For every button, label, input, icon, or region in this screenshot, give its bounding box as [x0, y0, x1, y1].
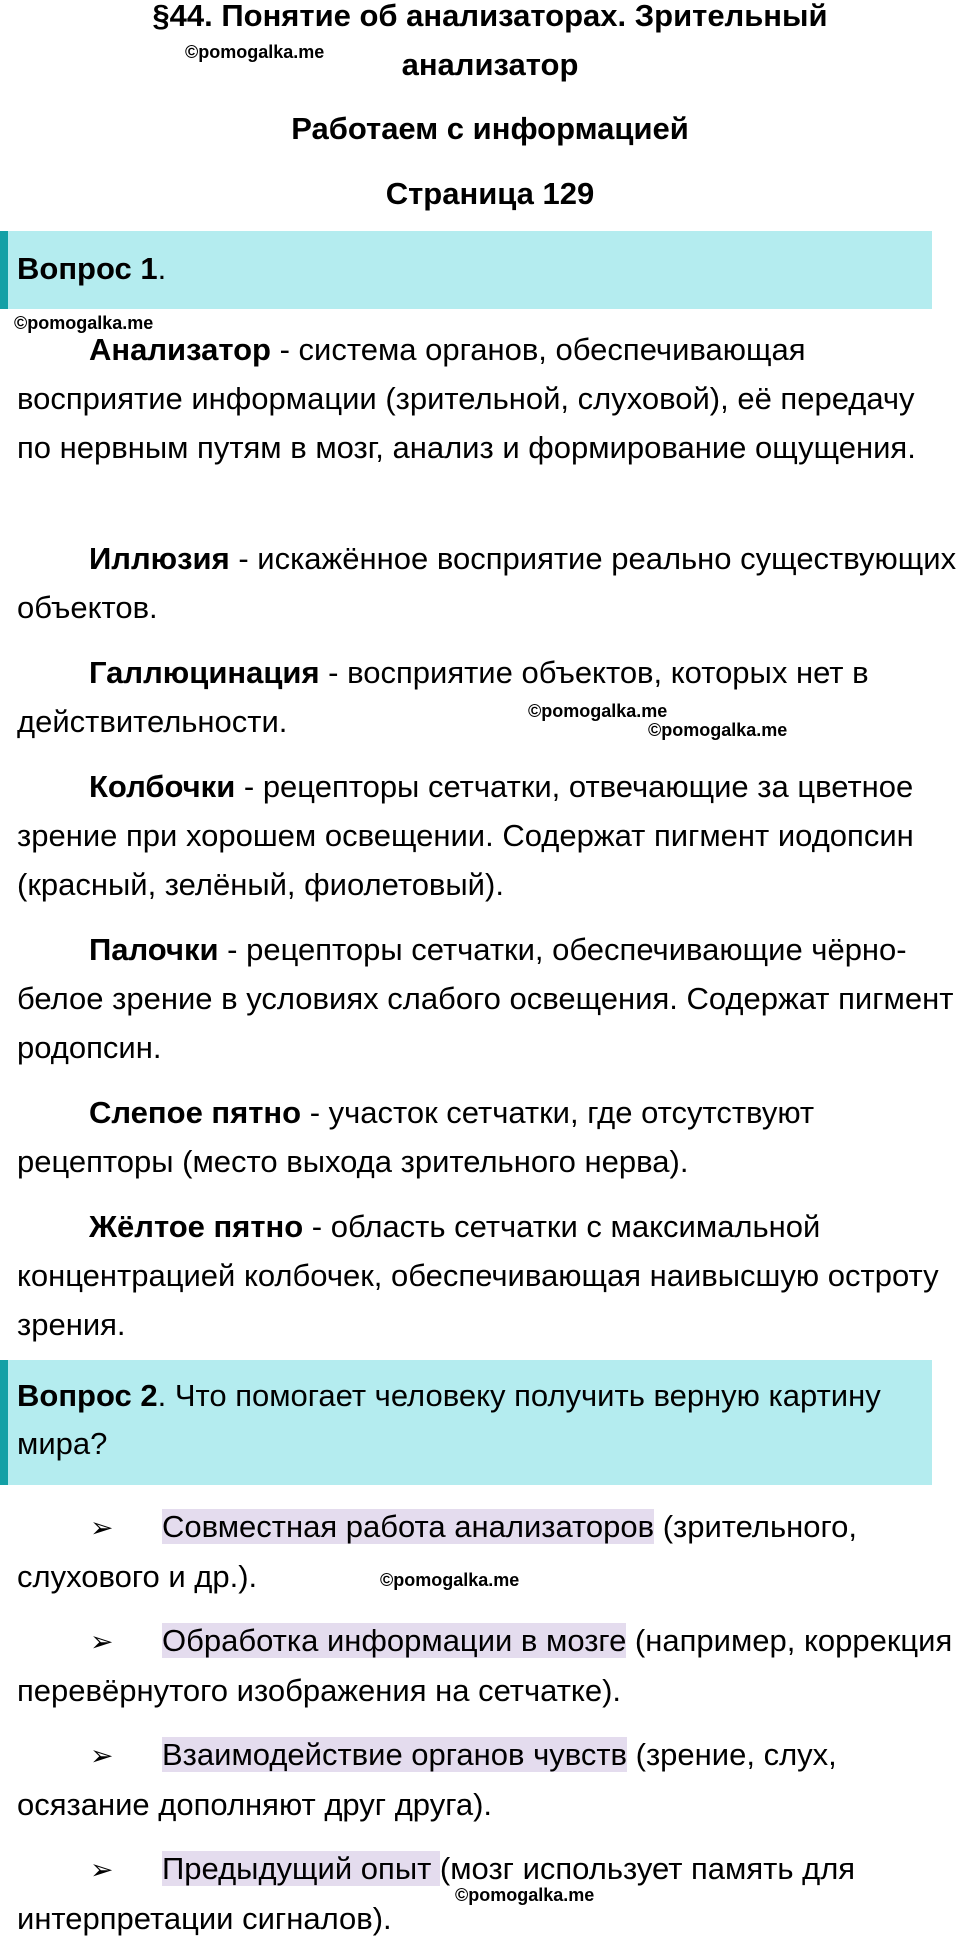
definition-text: - рецепторы сетчатки, обеспечивающие чёрно-белое зрение в условиях слабого освещения. Содержат пигмент родопсин.: [17, 932, 954, 1065]
list-item-text: (зрение, слух, осязание дополняют друг друга).: [17, 1737, 837, 1822]
definition-paragraph: [17, 1202, 957, 1349]
arrow-bullet-icon: ➢: [90, 1854, 114, 1885]
page-title-line2: анализатор: [401, 47, 579, 82]
watermark: ©pomogalka.me: [380, 1570, 520, 1590]
arrow-bullet-icon: ➢: [90, 1626, 114, 1657]
definition-text: - система органов, обеспечивающая восприятие информации (зрительной, слуховой), её передачу по нервным путям в мозг, анализ и формирование ощущения.: [17, 332, 916, 465]
definition-term: Галлюцинация: [89, 655, 320, 690]
definition-text: - искажённое восприятие реально существующих объектов.: [17, 541, 957, 625]
watermark: ©pomogalka.me: [648, 720, 788, 740]
definition-paragraph: [17, 925, 957, 1072]
definition-paragraph: [17, 762, 957, 909]
list-item-text: (зрительного, слухового и др.).: [17, 1509, 857, 1594]
question-2-label: Вопрос 2: [17, 1378, 158, 1413]
list-item-text: (например, коррекция перевёрнутого изображения на сетчатке).: [17, 1623, 953, 1708]
highlighted-text: Обработка информации в мозге: [162, 1623, 627, 1658]
definition-text: - восприятие объектов, которых нет в действительности.: [17, 655, 869, 739]
definition-term: Анализатор: [89, 332, 271, 367]
arrow-bullet-icon: ➢: [90, 1740, 114, 1771]
watermark: ©pomogalka.me: [528, 701, 668, 721]
definition-term: Жёлтое пятно: [89, 1209, 304, 1244]
page-title-line1: §44. Понятие об анализаторах. Зрительный: [152, 0, 828, 33]
highlighted-text: Совместная работа анализаторов: [162, 1509, 655, 1544]
highlighted-text: Предыдущий опыт: [162, 1851, 440, 1886]
watermark: ©pomogalka.me: [185, 42, 325, 62]
list-item: [17, 1730, 957, 1829]
question-1-label: Вопрос 1: [17, 251, 158, 286]
definition-paragraph: [17, 648, 957, 746]
question-2-box: [0, 1360, 932, 1485]
definition-text: - участок сетчатки, где отсутствуют рецепторы (место выхода зрительного нерва).: [17, 1095, 815, 1179]
question-1-suffix: .: [157, 251, 167, 286]
question-1-box: [0, 231, 932, 309]
watermark: ©pomogalka.me: [455, 1885, 595, 1905]
definition-term: Палочки: [89, 932, 219, 967]
question-2-text: . Что помогает человеку получить верную картину мира?: [17, 1378, 881, 1461]
definition-term: Слепое пятно: [89, 1095, 302, 1130]
highlighted-text: Взаимодействие органов чувств: [162, 1737, 628, 1772]
definition-text: - область сетчатки с максимальной концентрацией колбочек, обеспечивающая наивысшую остроту зрения.: [17, 1209, 939, 1342]
list-item: [17, 1844, 957, 1943]
list-item: [17, 1502, 957, 1601]
definition-term: Колбочки: [89, 769, 236, 804]
page-number: Страница 129: [385, 176, 595, 211]
list-item-text: (мозг использует память для интерпретации сигналов).: [17, 1851, 856, 1936]
definition-paragraph: [17, 325, 957, 472]
definition-paragraph: [17, 534, 957, 632]
arrow-bullet-icon: ➢: [90, 1512, 114, 1543]
watermark: ©pomogalka.me: [14, 313, 154, 333]
list-item: [17, 1616, 957, 1715]
definition-term: Иллюзия: [89, 541, 230, 576]
section-heading: Работаем с информацией: [291, 111, 689, 146]
definition-text: - рецепторы сетчатки, отвечающие за цветное зрение при хорошем освещении. Содержат пигмент иодопсин (красный, зелёный, фиолетовый).: [17, 769, 914, 902]
definition-paragraph: [17, 1088, 957, 1186]
